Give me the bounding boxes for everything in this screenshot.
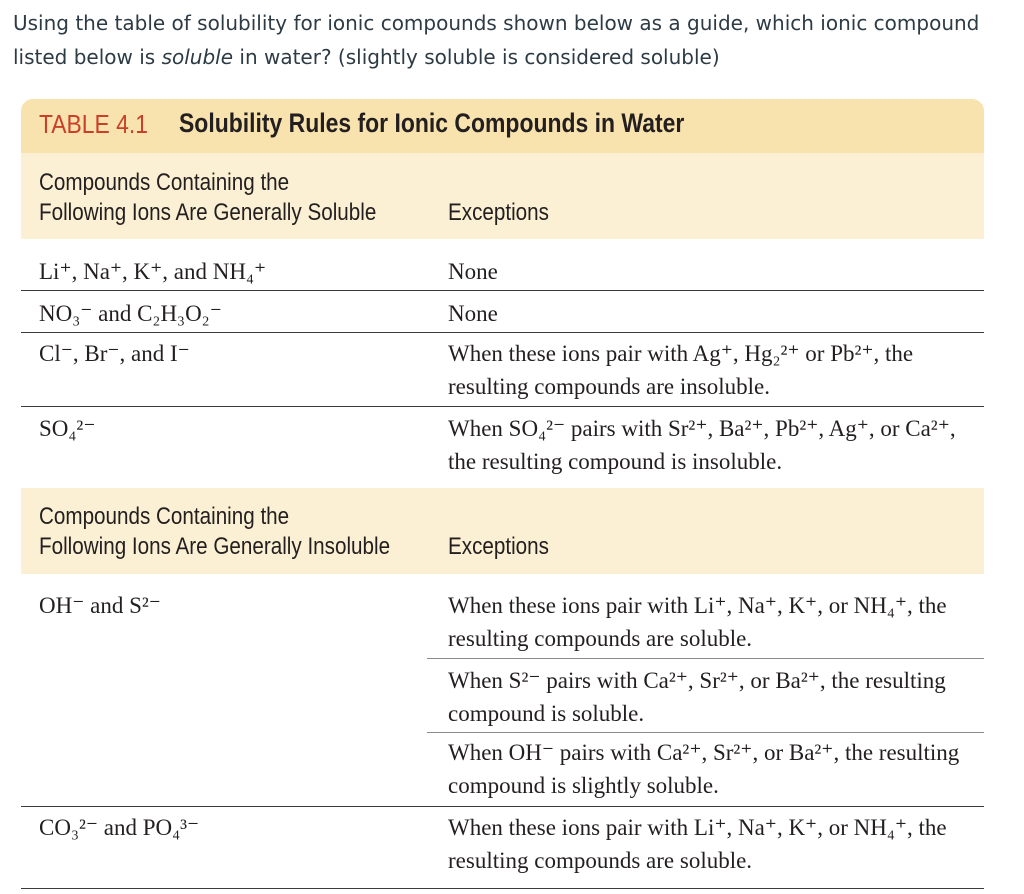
insoluble-header [21,488,984,574]
soluble-exceptions-header: Exceptions [448,199,549,226]
ion-carbonate-phosphate: CO₃²⁻ and PO₄³⁻ [39,815,200,840]
soluble-header [21,153,984,239]
ion-alkali-ammonium: Li⁺, Na⁺, K⁺, and NH₄⁺ [39,259,267,284]
row-divider [21,888,984,889]
ion-sulfate: SO₄²⁻ [39,416,96,441]
exception-hydroxide-2: When OH⁻ pairs with Ca²⁺, Sr²⁺, or Ba²⁺, the resulting compound is slightly soluble. [448,740,960,798]
exception-sulfate: When SO₄²⁻ pairs with Sr²⁺, Ba²⁺, Pb²⁺, Ag⁺, or Ca²⁺, the resulting compound is insoluble. [448,416,956,474]
exception-halides: When these ions pair with Ag⁺, Hg₂²⁺ or Pb²⁺, the resulting compounds are insoluble. [448,341,914,399]
row-divider [21,332,984,333]
sub-row-divider [427,658,984,659]
question-text: Using the table of solubility for ionic compounds shown below as a guide, which ionic compound listed below is soluble in water? (slightly soluble is considered soluble) [13,11,980,69]
exception-sulfide: When S²⁻ pairs with Ca²⁺, Sr²⁺, or Ba²⁺, the resulting compound is soluble. [448,668,946,726]
ion-halides: Cl⁻, Br⁻, and I⁻ [39,341,190,366]
exception-hydroxide-1: When these ions pair with Li⁺, Na⁺, K⁺, or NH₄⁺, the resulting compounds are soluble. [448,593,947,651]
insoluble-header-line2: Following Ions Are Generally Insoluble [39,533,391,560]
table-title: Solubility Rules for Ionic Compounds in Water [179,108,685,138]
insoluble-header-line1: Compounds Containing the [39,503,290,530]
row-divider [21,806,984,807]
emphasis-soluble: soluble [161,45,234,69]
table-number: TABLE 4.1 [39,109,148,139]
sub-row-divider [427,732,984,733]
ion-nitrate-acetate: NO₃⁻ and C₂H₃O₂⁻ [39,301,222,326]
table-title-bar [21,99,984,153]
row-divider [21,290,984,291]
solubility-table [21,99,984,894]
exception-none-2: None [448,301,498,326]
ion-hydroxide-sulfide: OH⁻ and S²⁻ [39,593,161,618]
exception-carbonate: When these ions pair with Li⁺, Na⁺, K⁺, or NH₄⁺, the resulting compounds are soluble. [448,815,947,873]
insoluble-exceptions-header: Exceptions [448,533,549,560]
row-divider [21,406,984,407]
soluble-header-line2: Following Ions Are Generally Soluble [39,199,377,226]
soluble-header-line1: Compounds Containing the [39,169,290,196]
exception-none-1: None [448,259,498,284]
